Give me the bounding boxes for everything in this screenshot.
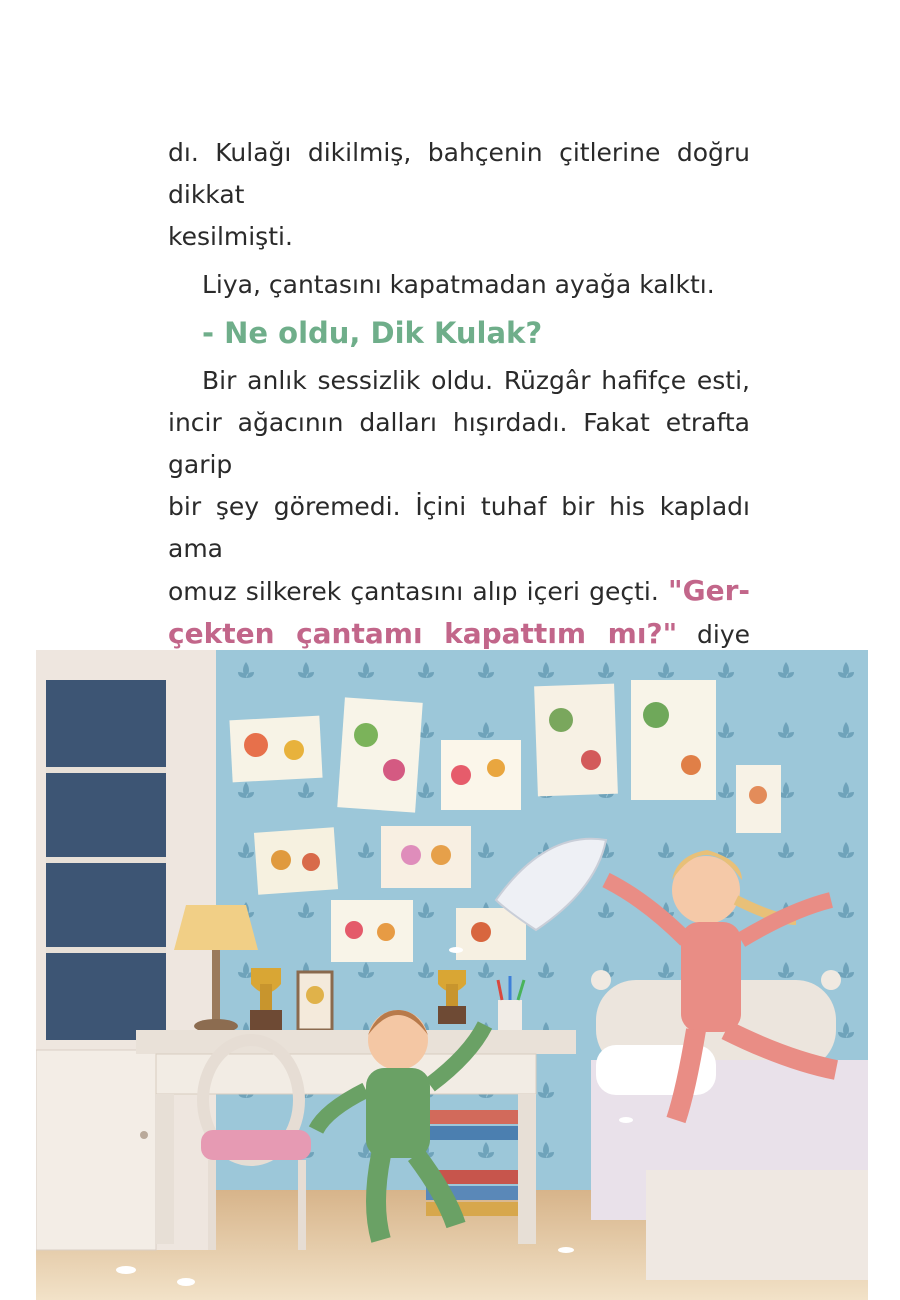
paragraph-2: Liya, çantasını kapatmadan ayağa kalktı. [202,270,715,299]
text-line: dı. Kulağı dikilmiş, bahçenin çitlerine doğru dikkat [168,138,750,209]
text-line [168,570,750,613]
bedroom-illustration [36,650,868,1300]
thought-quote-end: çekten çantamı kapattım mı?" [168,617,678,650]
text-segment: diye [697,620,750,649]
text-segment: omuz silkerek çantasını alıp içeri geçti. [168,577,659,606]
thought-quote-start: "Ger- [668,574,751,607]
dialog-line: - Ne oldu, Dik Kulak? [202,316,543,350]
text-line: bir şey göremedi. İçini tuhaf bir his kapladı ama [168,492,750,563]
text-line: kesilmişti. [168,222,293,251]
paragraph-1 [168,132,750,258]
text-line: Bir anlık sessizlik oldu. Rüzgâr hafifçe esti, [202,366,750,395]
text-line: incir ağacının dalları hışırdadı. Fakat etrafta garip [168,408,750,479]
